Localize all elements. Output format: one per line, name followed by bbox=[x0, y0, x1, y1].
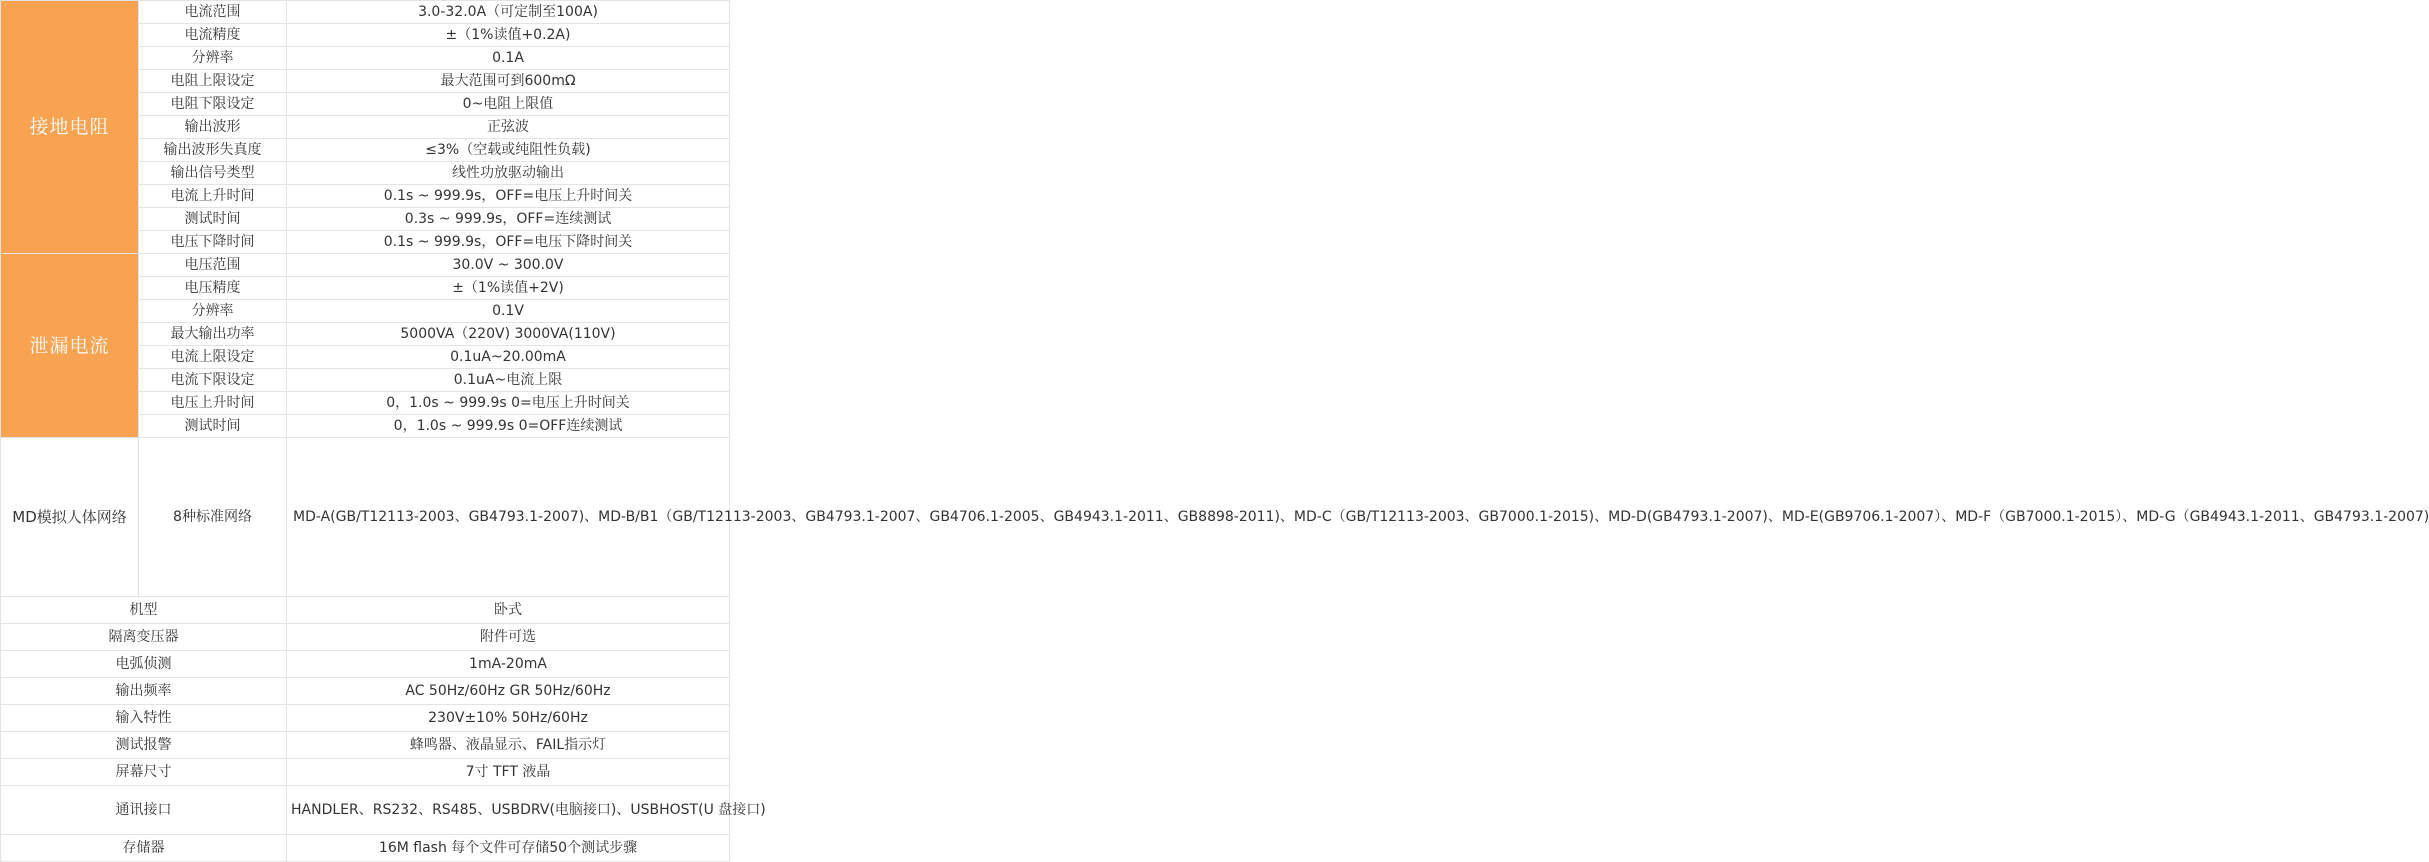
table-row bbox=[1, 759, 730, 786]
spec-label: 电弧侦测 bbox=[1, 651, 287, 678]
spec-value: 0.1uA~电流上限 bbox=[287, 369, 730, 392]
spec-label: 输出波形失真度 bbox=[139, 139, 287, 162]
spec-label: 电阻下限设定 bbox=[139, 93, 287, 116]
spec-value: 最大范围可到600mΩ bbox=[287, 70, 730, 93]
spec-label: 电压精度 bbox=[139, 277, 287, 300]
spec-label: 分辨率 bbox=[139, 300, 287, 323]
table-row bbox=[1, 597, 730, 624]
spec-value: 16M flash 每个文件可存储50个测试步骤 bbox=[287, 835, 730, 862]
spec-label: 8种标准网络 bbox=[139, 438, 287, 597]
table-row bbox=[1, 732, 730, 759]
spec-value: 0，1.0s ~ 999.9s 0=电压上升时间关 bbox=[287, 392, 730, 415]
spec-value: 230V±10% 50Hz/60Hz bbox=[287, 705, 730, 732]
spec-value: ±（1%读值+0.2A) bbox=[287, 24, 730, 47]
spec-label: 电流范围 bbox=[139, 1, 287, 24]
spec-label: 机型 bbox=[1, 597, 287, 624]
spec-label: 最大输出功率 bbox=[139, 323, 287, 346]
spec-value: 附件可选 bbox=[287, 624, 730, 651]
spec-value: 0，1.0s ~ 999.9s 0=OFF连续测试 bbox=[287, 415, 730, 438]
spec-value: 0.1uA~20.00mA bbox=[287, 346, 730, 369]
spec-label: 测试时间 bbox=[139, 208, 287, 231]
spec-value: 3.0-32.0A（可定制至100A) bbox=[287, 1, 730, 24]
spec-value: 0.3s ~ 999.9s，OFF=连续测试 bbox=[287, 208, 730, 231]
category-grounding-resistance: 接地电阻 bbox=[1, 1, 139, 254]
spec-value: 蜂鸣器、液晶显示、FAIL指示灯 bbox=[287, 732, 730, 759]
spec-label: 电阻上限设定 bbox=[139, 70, 287, 93]
spec-label: 电压范围 bbox=[139, 254, 287, 277]
table-row bbox=[1, 678, 730, 705]
spec-label: 电压下降时间 bbox=[139, 231, 287, 254]
spec-value: 0~电阻上限值 bbox=[287, 93, 730, 116]
category-leakage-current: 泄漏电流 bbox=[1, 254, 139, 438]
spec-label: 测试时间 bbox=[139, 415, 287, 438]
spec-value: 线性功放驱动输出 bbox=[287, 162, 730, 185]
spec-label: 输出信号类型 bbox=[139, 162, 287, 185]
spec-value: 1mA-20mA bbox=[287, 651, 730, 678]
spec-label: 电压上升时间 bbox=[139, 392, 287, 415]
table-row bbox=[1, 254, 730, 277]
table-row bbox=[1, 1, 730, 24]
spec-label: 存储器 bbox=[1, 835, 287, 862]
spec-label: 电流上限设定 bbox=[139, 346, 287, 369]
spec-value: MD-A(GB/T12113-2003、GB4793.1-2007)、MD-B/B1（GB/T12113-2003、GB4793.1-2007、GB4706.1-2005、GB4943.1-2011、GB8898-2011)、MD-C（GB/T12113-2003、GB7000.1-2015)、MD-D(GB4793.1-2007)、MD-E(GB9706.1-2007）、MD-F（GB7000.1-2015）、MD-G（GB4943.1-2011、GB4793.1-2007) bbox=[287, 438, 730, 597]
spec-value: 卧式 bbox=[287, 597, 730, 624]
spec-label: 通讯接口 bbox=[1, 786, 287, 835]
spec-value: ±（1%读值+2V) bbox=[287, 277, 730, 300]
table-row bbox=[1, 438, 730, 597]
category-md-network: MD模拟人体网络 bbox=[1, 438, 139, 597]
spec-label: 隔离变压器 bbox=[1, 624, 287, 651]
spec-label: 电流精度 bbox=[139, 24, 287, 47]
spec-label: 屏幕尺寸 bbox=[1, 759, 287, 786]
spec-value: 0.1A bbox=[287, 47, 730, 70]
spec-value: HANDLER、RS232、RS485、USBDRV(电脑接口)、USBHOST(U 盘接口) bbox=[287, 786, 730, 835]
spec-label: 输出频率 bbox=[1, 678, 287, 705]
spec-label: 电流下限设定 bbox=[139, 369, 287, 392]
spec-label: 测试报警 bbox=[1, 732, 287, 759]
spec-value: 0.1s ~ 999.9s，OFF=电压上升时间关 bbox=[287, 185, 730, 208]
spec-label: 输入特性 bbox=[1, 705, 287, 732]
spec-value: AC 50Hz/60Hz GR 50Hz/60Hz bbox=[287, 678, 730, 705]
spec-label: 输出波形 bbox=[139, 116, 287, 139]
table-row bbox=[1, 651, 730, 678]
spec-value: 0.1s ~ 999.9s，OFF=电压下降时间关 bbox=[287, 231, 730, 254]
spec-value: 7寸 TFT 液晶 bbox=[287, 759, 730, 786]
spec-label: 分辨率 bbox=[139, 47, 287, 70]
spec-value: 正弦波 bbox=[287, 116, 730, 139]
spec-value: 5000VA（220V) 3000VA(110V) bbox=[287, 323, 730, 346]
spec-label: 电流上升时间 bbox=[139, 185, 287, 208]
table-row bbox=[1, 786, 730, 835]
table-row bbox=[1, 835, 730, 862]
spec-value: 30.0V ~ 300.0V bbox=[287, 254, 730, 277]
table-row bbox=[1, 705, 730, 732]
spec-value: ≤3%（空载或纯阻性负载) bbox=[287, 139, 730, 162]
spec-value: 0.1V bbox=[287, 300, 730, 323]
table-row bbox=[1, 624, 730, 651]
